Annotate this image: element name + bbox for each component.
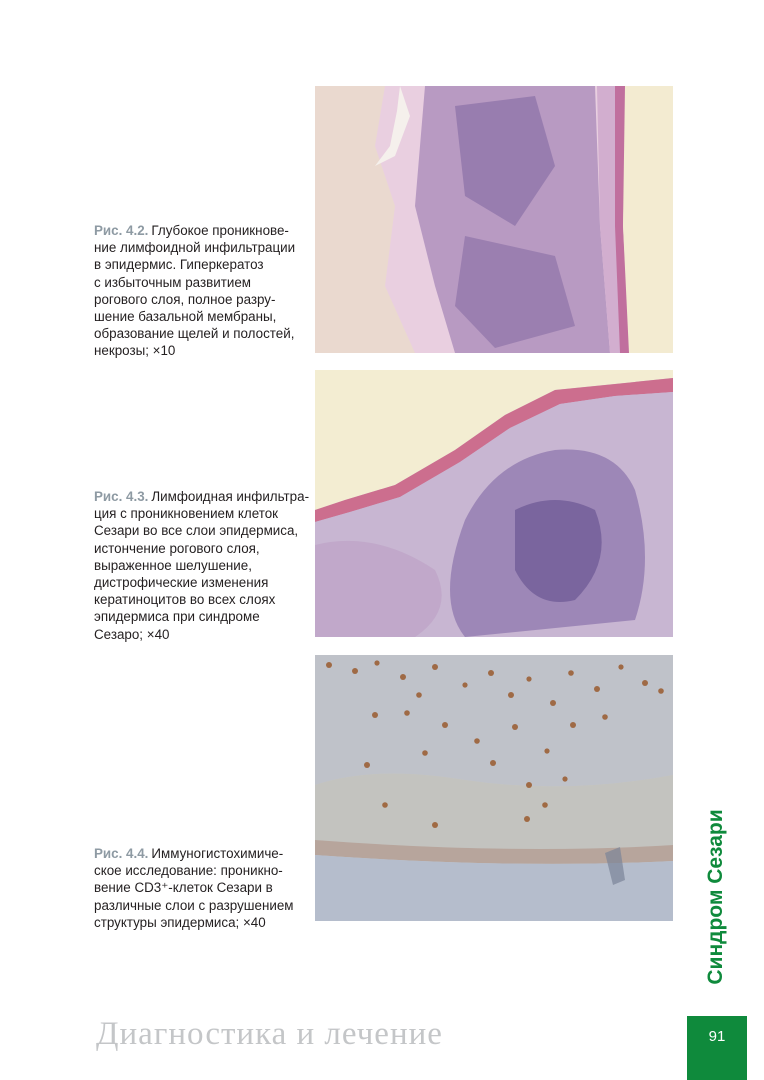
caption-line: ское исследование: проникно- [94, 863, 283, 879]
caption-line: Сезаро; ×40 [94, 626, 170, 642]
caption-line: выраженное шелушение, [94, 557, 252, 573]
caption-line: ция с проникновением клеток [94, 506, 279, 522]
section-title-vertical [694, 809, 738, 985]
figure-4-3-micrograph [315, 370, 673, 637]
caption-line: ние лимфоидной инфильтрации [94, 240, 296, 256]
caption-label: Рис. 4.3. [94, 489, 149, 504]
caption-line: Сезари во все слои эпидермиса, [94, 523, 299, 539]
caption-line: в эпидермис. Гиперкератоз [94, 257, 264, 273]
caption-4-3 [94, 488, 310, 643]
caption-line: вение CD3⁺-клеток Сезари в [94, 880, 273, 896]
caption-line: Глубокое проникнове- [151, 223, 289, 238]
caption-4-4 [94, 845, 306, 931]
caption-line: эпидермиса при синдроме [94, 609, 260, 625]
caption-line: структуры эпидермиса; ×40 [94, 914, 266, 930]
caption-label: Рис. 4.4. [94, 846, 149, 861]
caption-line: различные слои с разрушением [94, 897, 294, 913]
page-number-box [687, 1016, 747, 1080]
caption-line: с избыточным развитием [94, 274, 251, 290]
section-title-text: Синдром Сезари [704, 809, 727, 985]
caption-line: рогового слоя, полное разру- [94, 291, 276, 307]
caption-line: шение базальной мембраны, [94, 309, 277, 325]
caption-label: Рис. 4.2. [94, 223, 149, 238]
figure-4-4-micrograph [315, 655, 673, 921]
caption-line: истончение рогового слоя, [94, 540, 260, 556]
caption-line: Иммуногистохимиче- [151, 846, 284, 861]
caption-line: образование щелей и полостей, [94, 326, 295, 342]
caption-line: некрозы; ×10 [94, 343, 176, 359]
caption-line: кератиноцитов во всех слоях [94, 592, 276, 608]
caption-line: дистрофические изменения [94, 575, 269, 591]
figure-4-2-micrograph [315, 86, 673, 353]
book-title-footer: Диагностика и лечение [96, 1016, 443, 1052]
caption-line: Лимфоидная инфильтра- [151, 489, 310, 504]
caption-4-2 [94, 222, 306, 360]
page-number: 91 [708, 1028, 726, 1045]
